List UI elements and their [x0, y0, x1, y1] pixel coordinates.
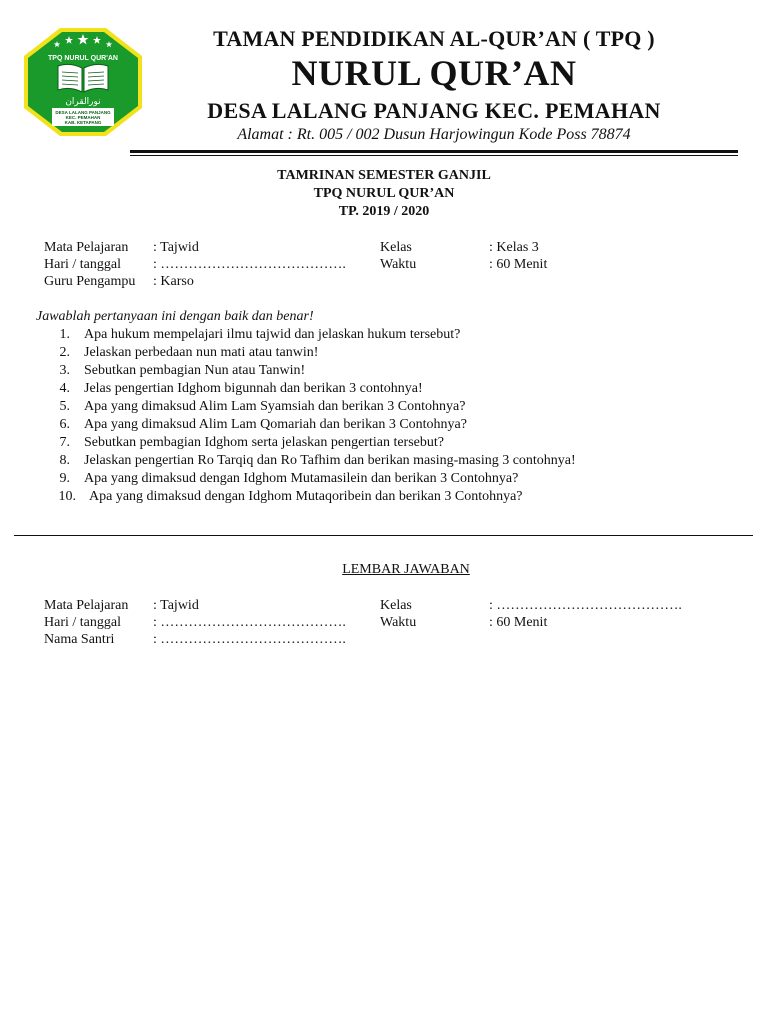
subject-value: : Tajwid — [153, 240, 199, 255]
question-text: Sebutkan pembagian Nun atau Tanwin! — [84, 363, 306, 378]
header-rule-thin — [130, 155, 738, 156]
header-line1: TAMAN PENDIDIKAN AL-QUR’AN ( TPQ ) — [213, 26, 655, 51]
question-number: 3. — [59, 363, 70, 378]
question-text: Jelaskan perbedaan nun mati atau tanwin! — [84, 345, 319, 360]
exam-year: TP. 2019 / 2020 — [338, 204, 430, 219]
answer-sheet-title: LEMBAR JAWABAN — [342, 562, 470, 577]
answer-date-value: : …………………………………. — [153, 615, 346, 630]
header-school-name: NURUL QUR’AN — [291, 53, 577, 93]
tpq-logo — [22, 26, 144, 138]
question-number: 4. — [59, 381, 70, 396]
question-text: Sebutkan pembagian Idghom serta jelaskan pengertian tersebut? — [84, 435, 444, 450]
answer-name-label: Nama Santri — [44, 632, 115, 647]
teacher-value: : Karso — [153, 274, 194, 289]
question-text: Apa hukum mempelajari ilmu tajwid dan jelaskan hukum tersebut? — [84, 327, 461, 342]
answer-date-label: Hari / tanggal — [44, 615, 121, 630]
exam-subtitle: TPQ NURUL QUR’AN — [313, 186, 455, 201]
question-text: Apa yang dimaksud dengan Idghom Mutamasilein dan berikan 3 Contohnya? — [84, 471, 519, 486]
question-number: 1. — [59, 327, 70, 342]
time-value: : 60 Menit — [489, 257, 548, 272]
answer-subject-label: Mata Pelajaran — [44, 598, 129, 613]
instruction: Jawablah pertanyaan ini dengan baik dan benar! — [36, 309, 314, 324]
question-text: Jelas pengertian Idghom bigunnah dan berikan 3 contohnya! — [84, 381, 423, 396]
logo-arabic: نورالقران — [65, 97, 101, 107]
exam-title: TAMRINAN SEMESTER GANJIL — [277, 168, 491, 183]
question-number: 9. — [59, 471, 70, 486]
question-number: 8. — [59, 453, 70, 468]
question-number: 7. — [59, 435, 70, 450]
class-label: Kelas — [380, 240, 412, 255]
answer-class-value: : …………………………………. — [489, 598, 682, 613]
subject-label: Mata Pelajaran — [44, 240, 129, 255]
header-village: DESA LALANG PANJANG KEC. PEMAHAN — [207, 98, 661, 123]
teacher-label: Guru Pengampu — [44, 274, 136, 289]
logo-title: TPQ NURUL QUR'AN — [48, 55, 118, 62]
header-rule — [130, 150, 738, 153]
answer-time-label: Waktu — [380, 615, 417, 630]
date-value: : …………………………………. — [153, 257, 346, 272]
logo-line2: KEC. PEMAHAN — [65, 115, 101, 120]
section-divider — [14, 535, 753, 536]
question-number: 10. — [58, 489, 76, 504]
answer-subject-value: : Tajwid — [153, 598, 199, 613]
answer-name-value: : …………………………………. — [153, 632, 346, 647]
time-label: Waktu — [380, 257, 417, 272]
question-text: Apa yang dimaksud Alim Lam Qomariah dan berikan 3 Contohnya? — [84, 417, 467, 432]
header-address: Alamat : Rt. 005 / 002 Dusun Harjowingun Kode Poss 78874 — [237, 126, 631, 143]
date-label: Hari / tanggal — [44, 257, 121, 272]
question-text: Jelaskan pengertian Ro Tarqiq dan Ro Tafhim dan berikan masing-masing 3 contohnya! — [84, 453, 576, 468]
question-number: 5. — [59, 399, 70, 414]
question-text: Apa yang dimaksud Alim Lam Syamsiah dan berikan 3 Contohnya? — [84, 399, 466, 414]
logo-line3: KAB. KETAPANG — [64, 120, 102, 125]
question-number: 2. — [59, 345, 70, 360]
answer-time-value: : 60 Menit — [489, 615, 548, 630]
question-number: 6. — [59, 417, 70, 432]
answer-class-label: Kelas — [380, 598, 412, 613]
question-text: Apa yang dimaksud dengan Idghom Mutaqoribein dan berikan 3 Contohnya? — [89, 489, 523, 504]
class-value: : Kelas 3 — [489, 240, 539, 255]
logo-line1: DESA LALANG PANJANG — [55, 110, 111, 115]
